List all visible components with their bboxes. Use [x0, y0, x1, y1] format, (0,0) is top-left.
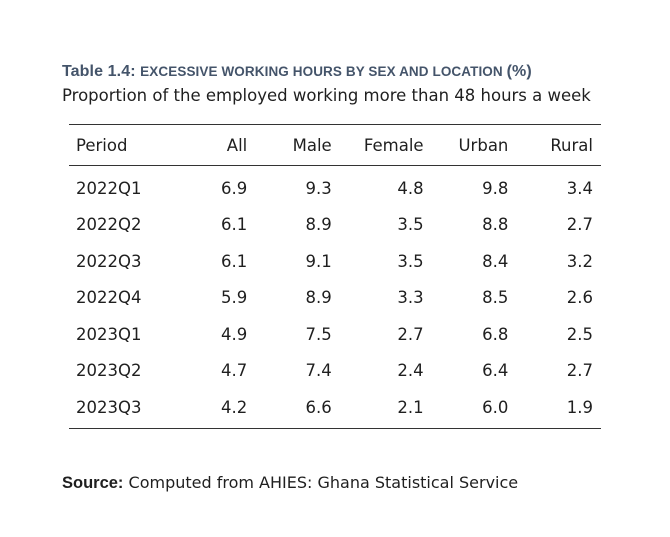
- cell-rural: 3.2: [566, 251, 593, 271]
- cell-period: 2022Q2: [76, 215, 142, 235]
- cell-male: 9.3: [305, 178, 332, 198]
- cell-urban: 8.8: [482, 215, 509, 235]
- cell-all: 6.1: [221, 215, 248, 235]
- cell-all: 6.9: [221, 178, 248, 198]
- table-row: [69, 353, 601, 390]
- header-male: Male: [247, 125, 331, 166]
- source-label: Source:: [62, 474, 124, 492]
- cell-rural: 1.9: [566, 397, 593, 417]
- header-rural: Rural: [508, 125, 601, 166]
- header-urban: Urban: [424, 125, 509, 166]
- table-subtitle: Proportion of the employed working more than 48 hours a week: [62, 86, 591, 105]
- cell-all: 6.1: [221, 251, 248, 271]
- cell-urban: 6.0: [482, 397, 509, 417]
- cell-urban: 6.4: [482, 361, 509, 381]
- cell-all: 4.9: [221, 324, 248, 344]
- cell-rural: 2.5: [566, 324, 593, 344]
- cell-all: 5.9: [221, 288, 248, 308]
- cell-urban: 9.8: [482, 178, 509, 198]
- header-period: Period: [69, 125, 182, 166]
- cell-male: 9.1: [305, 251, 332, 271]
- table-row: [69, 166, 601, 207]
- cell-female: 2.1: [397, 397, 424, 417]
- cell-urban: 8.5: [482, 288, 509, 308]
- cell-male: 8.9: [305, 288, 332, 308]
- header-row: [69, 125, 601, 166]
- cell-male: 7.5: [305, 324, 332, 344]
- cell-female: 3.3: [397, 288, 424, 308]
- cell-urban: 6.8: [482, 324, 509, 344]
- cell-period: 2022Q1: [76, 178, 142, 198]
- cell-period: 2023Q3: [76, 397, 142, 417]
- cell-period: 2023Q1: [76, 324, 142, 344]
- cell-urban: 8.4: [482, 251, 509, 271]
- cell-rural: 3.4: [566, 178, 593, 198]
- cell-female: 3.5: [397, 251, 424, 271]
- header-female: Female: [332, 125, 424, 166]
- cell-male: 7.4: [305, 361, 332, 381]
- table-row: [69, 280, 601, 317]
- cell-period: 2023Q2: [76, 361, 142, 381]
- cell-female: 3.5: [397, 215, 424, 235]
- cell-period: 2022Q3: [76, 251, 142, 271]
- cell-female: 4.8: [397, 178, 424, 198]
- cell-rural: 2.6: [566, 288, 593, 308]
- cell-rural: 2.7: [566, 361, 593, 381]
- source-note: [62, 473, 518, 493]
- table-title-number: Table 1.4:: [62, 63, 141, 80]
- table-row: [69, 207, 601, 244]
- table-row: [69, 316, 601, 353]
- table-title-unit: (%): [506, 63, 532, 80]
- source-text: Computed from AHIES: Ghana Statistical Service: [123, 473, 519, 492]
- data-table: [69, 124, 601, 429]
- header-all: All: [182, 125, 248, 166]
- table-row: [69, 243, 601, 280]
- cell-rural: 2.7: [566, 215, 593, 235]
- cell-period: 2022Q4: [76, 288, 142, 308]
- cell-all: 4.7: [221, 361, 248, 381]
- cell-male: 8.9: [305, 215, 332, 235]
- cell-all: 4.2: [221, 397, 248, 417]
- table-title-text: EXCESSIVE WORKING HOURS BY SEX AND LOCATION: [140, 64, 507, 79]
- table-title: [62, 63, 532, 81]
- cell-male: 6.6: [305, 397, 332, 417]
- cell-female: 2.7: [397, 324, 424, 344]
- table-row: [69, 389, 601, 428]
- cell-female: 2.4: [397, 361, 424, 381]
